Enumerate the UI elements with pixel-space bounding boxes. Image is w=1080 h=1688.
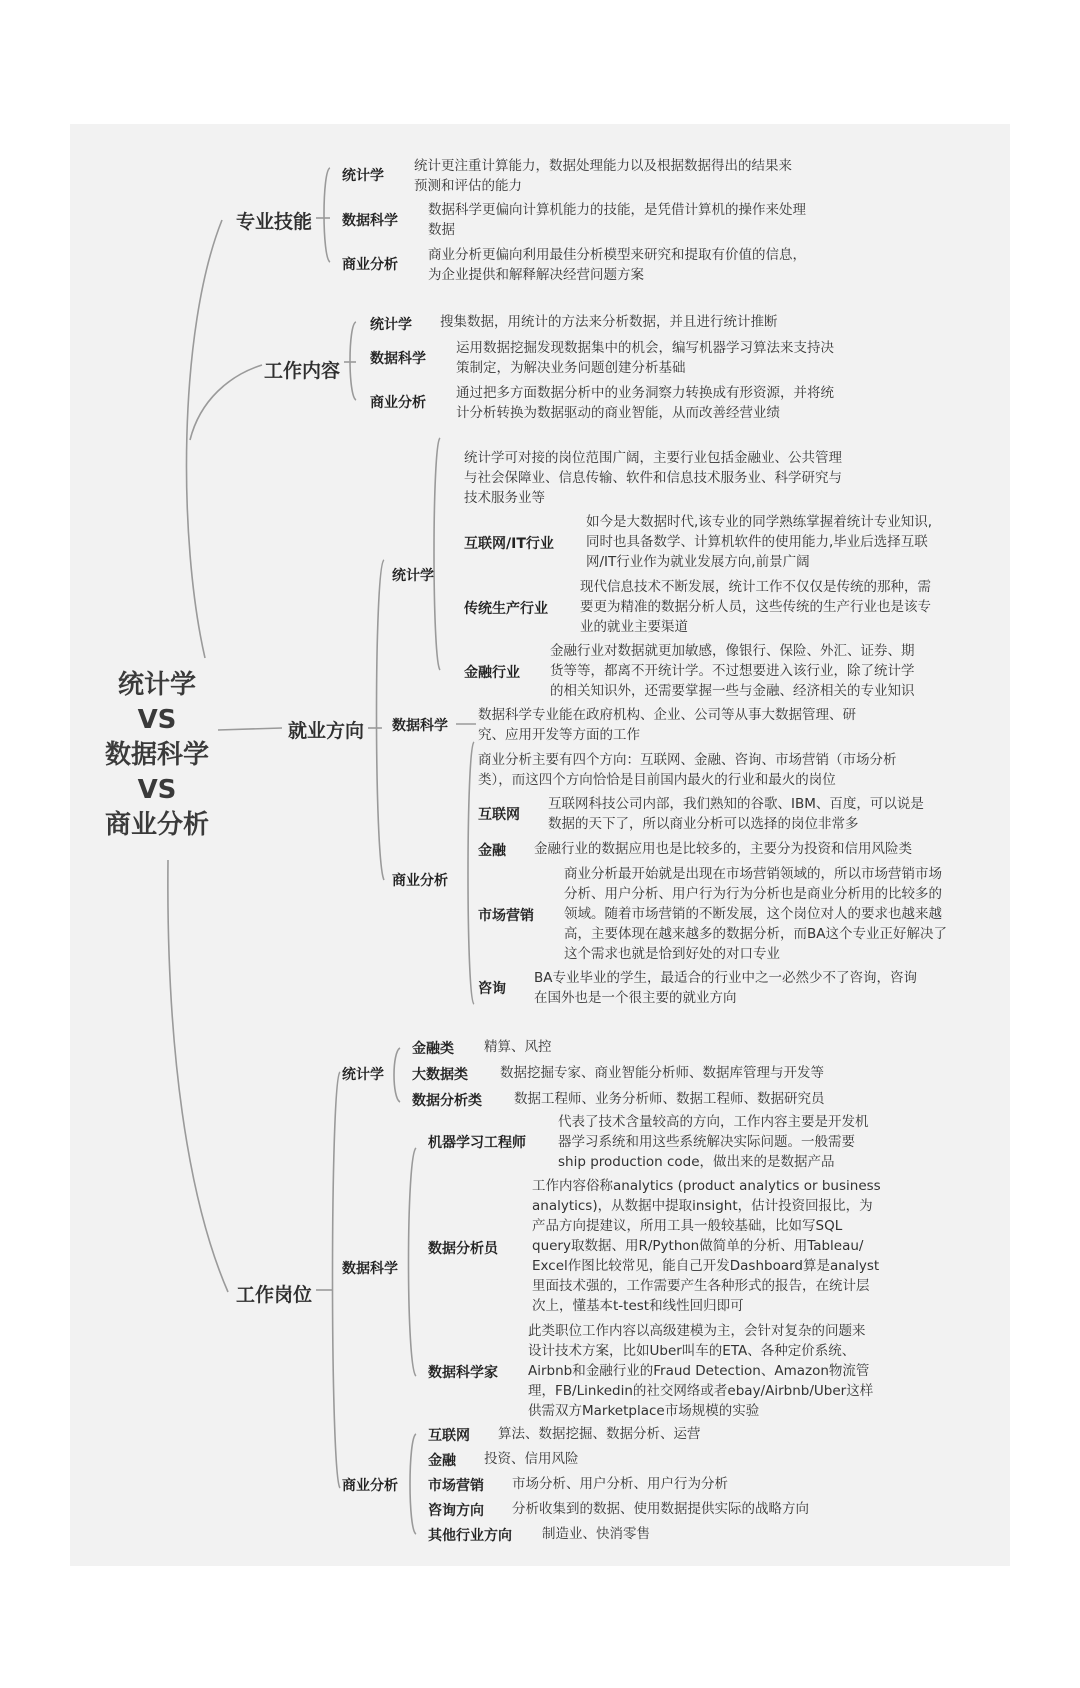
career-ba-consulting-label: 咨询 — [478, 981, 506, 997]
career-stat-finance-label: 金融行业 — [464, 665, 520, 681]
career-stat-label: 统计学 — [392, 568, 434, 584]
work-ba-label: 商业分析 — [370, 395, 426, 411]
root-line: 商业分析 — [104, 810, 209, 840]
jobs-ba-internet-label: 互联网 — [428, 1428, 470, 1444]
skills-ba-label: 商业分析 — [342, 257, 398, 273]
jobs-stat-analysis-label: 数据分析类 — [412, 1093, 482, 1109]
jobs-ba-finance-text: 投资、信用风险 — [484, 1451, 579, 1467]
career-stat-internet-label: 互联网/IT行业 — [464, 536, 554, 552]
skills-stat-label: 统计学 — [342, 168, 384, 184]
skills-ba-text: 商业分析更偏向利用最佳分析模型来研究和提取有价值的信息， 为企业提供和解释解决经营问题方案 — [428, 247, 806, 283]
root-line: VS — [137, 775, 177, 805]
jobs-ba-consulting-label: 咨询方向 — [428, 1503, 484, 1519]
branch-career: 就业方向 — [288, 720, 365, 742]
work-ba-text: 通过把多方面数据分析中的业务洞察力转换成有形资源，并将统 计分析转换为数据驱动的商业智能，从而改善经营业绩 — [456, 385, 834, 421]
skills-ds-label: 数据科学 — [342, 213, 398, 229]
jobs-ba-marketing-label: 市场营销 — [428, 1478, 484, 1494]
skills-stat-text: 统计更注重计算能力，数据处理能力以及根据数据得出的结果来 预测和评估的能力 — [414, 158, 792, 194]
jobs-ba-internet-text: 算法、数据挖掘、数据分析、运营 — [498, 1426, 701, 1442]
career-ba-label: 商业分析 — [392, 873, 448, 889]
work-ds-label: 数据科学 — [370, 351, 426, 367]
career-stat-internet-text: 如今是大数据时代,该专业的同学熟练掌握着统计专业知识, 同时也具备数学、计算机软件的使用能力,毕业后选择互联 网/IT行业作为就业发展方向,前景广阔 — [586, 514, 933, 570]
root-title — [96, 668, 218, 843]
career-ba-intro: 商业分析主要有四个方向：互联网、金融、咨询、市场营销（市场分析 类），而这四个方向恰恰是目前国内最火的行业和最火的岗位 — [478, 752, 897, 788]
root-line: 统计学 — [117, 670, 196, 700]
work-stat-label: 统计学 — [370, 317, 412, 333]
jobs-ds-analyst-label: 数据分析员 — [428, 1241, 498, 1257]
career-ba-consulting-text: BA专业毕业的学生，最适合的行业中之一必然少不了咨询，咨询 在国外也是一个很主要的就业方向 — [534, 970, 917, 1006]
career-ba-finance-label: 金融 — [478, 843, 506, 859]
branch-jobs: 工作岗位 — [236, 1284, 313, 1306]
career-stat-intro: 统计学可对接的岗位范围广阔，主要行业包括金融业、公共管理 与社会保障业、信息传输、软件和信息技术服务业、科学研究与 技术服务业等 — [464, 450, 842, 506]
jobs-ba-other-text: 制造业、快消零售 — [542, 1526, 650, 1542]
career-stat-traditional-label: 传统生产行业 — [464, 601, 548, 617]
jobs-stat-label: 统计学 — [342, 1067, 384, 1083]
jobs-ba-marketing-text: 市场分析、用户分析、用户行为分析 — [512, 1476, 728, 1492]
career-ds-label: 数据科学 — [392, 718, 448, 734]
jobs-ba-consulting-text: 分析收集到的数据、使用数据提供实际的战略方向 — [512, 1501, 809, 1517]
branch-work: 工作内容 — [264, 360, 341, 382]
career-ba-marketing-label: 市场营销 — [478, 908, 534, 924]
jobs-stat-analysis-text: 数据工程师、业务分析师、数据工程师、数据研究员 — [514, 1091, 825, 1107]
career-ds-text: 数据科学专业能在政府机构、企业、公司等从事大数据管理、研 究、应用开发等方面的工作 — [478, 707, 856, 743]
jobs-ba-other-label: 其他行业方向 — [428, 1528, 512, 1544]
jobs-stat-finance-label: 金融类 — [412, 1041, 454, 1057]
work-stat-text: 搜集数据，用统计的方法来分析数据，并且进行统计推断 — [440, 314, 778, 330]
root-line: VS — [137, 705, 177, 735]
branch-skills: 专业技能 — [236, 211, 313, 233]
jobs-stat-finance-text: 精算、风控 — [484, 1039, 552, 1055]
jobs-ds-scientist-text: 此类职位工作内容以高级建模为主，会针对复杂的问题来 设计技术方案，比如Uber叫车的ETA、各种定价系统、 Airbnb和金融行业的Fraud Detection、Amazon物流管 理，FB/Linkedin的社交网络或者ebay/Airbnb/Uber这样 供需双方Marketplace市场规模的实验 — [528, 1323, 874, 1419]
career-stat-traditional-text: 现代信息技术不断发展，统计工作不仅仅是传统的那种，需 要更为精准的数据分析人员，这些传统的生产行业也是该专 业的就业主要渠道 — [580, 579, 931, 635]
skills-ds-text: 数据科学更偏向计算机能力的技能，是凭借计算机的操作来处理 数据 — [428, 202, 806, 238]
jobs-ba-label: 商业分析 — [342, 1478, 398, 1494]
career-ba-internet-label: 互联网 — [478, 807, 520, 823]
jobs-ds-ml-label: 机器学习工程师 — [428, 1135, 526, 1151]
jobs-stat-bigdata-text: 数据挖掘专家、商业智能分析师、数据库管理与开发等 — [500, 1065, 824, 1081]
work-ds-text: 运用数据挖掘发现数据集中的机会，编写机器学习算法来支持决 策制定，为解决业务问题创建分析基础 — [456, 340, 834, 376]
career-ba-finance-text: 金融行业的数据应用也是比较多的，主要分为投资和信用风险类 — [534, 841, 912, 857]
career-ba-marketing-text: 商业分析最开始就是出现在市场营销领域的，所以市场营销市场 分析、用户分析、用户行为行为分析也是商业分析用的比较多的 领域。随着市场营销的不断发展，这个岗位对人的要求也越来越 高，主要体现在越来越多的数据分析，而BA这个专业正好解决了 这个需求也就是恰到好处的对口专业 — [564, 866, 947, 962]
career-stat-finance-text: 金融行业对数据就更加敏感，像银行、保险、外汇、证券、期 货等等，都离不开统计学。不过想要进入该行业，除了统计学 的相关知识外，还需要掌握一些与金融、经济相关的专业知识 — [550, 643, 915, 699]
career-ba-internet-text: 互联网科技公司内部，我们熟知的谷歌、IBM、百度，可以说是 数据的天下了，所以商业分析可以选择的岗位非常多 — [548, 796, 924, 832]
jobs-ds-ml-text: 代表了技术含量较高的方向，工作内容主要是开发机 器学习系统和用这些系统解决实际问题。一般需要 ship production code，做出来的是数据产品 — [558, 1114, 869, 1170]
jobs-ds-label: 数据科学 — [342, 1261, 398, 1277]
root-line: 数据科学 — [104, 740, 209, 770]
jobs-ba-finance-label: 金融 — [428, 1453, 456, 1469]
jobs-ds-scientist-label: 数据科学家 — [428, 1365, 498, 1381]
jobs-ds-analyst-text: 工作内容俗称analytics (product analytics or business analytics)，从数据中提取insight，估计投资回报比，为 产品方向提建议，所用工具一般较基础，比如写SQL query取数据、用R/Python做简单的分析、用Tableau/ Excel作图比较常见，能自己开发Dashboard算是analyst 里面技术强的，工作需要产生各种形式的报告，在统计层 次上，懂基本t-test和线性回归即可 — [532, 1178, 881, 1314]
jobs-stat-bigdata-label: 大数据类 — [412, 1067, 468, 1083]
